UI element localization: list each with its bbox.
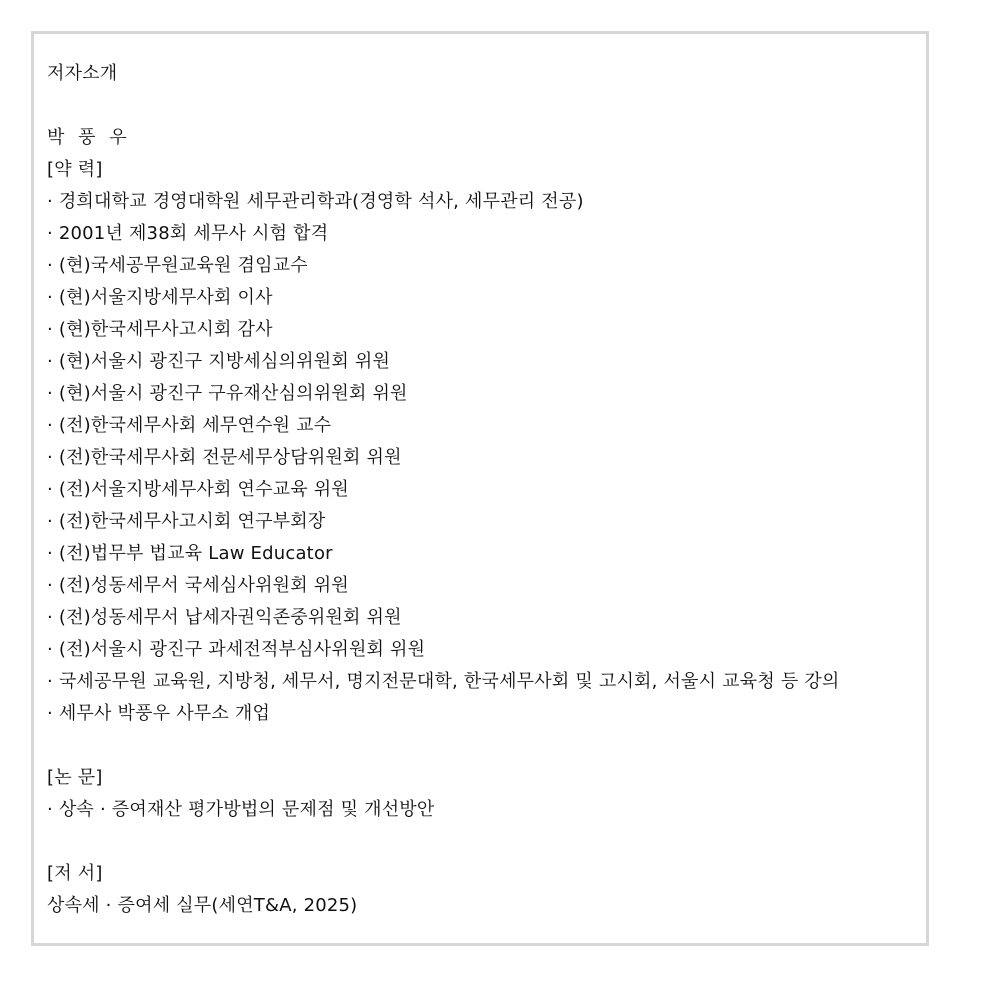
spacer: [47, 90, 927, 122]
career-item: · (현)서울지방세무사회 이사: [47, 287, 273, 308]
career-item: · (전)한국세무사회 세무연수원 교수: [47, 415, 332, 436]
career-item: · (현)서울시 광진구 지방세심의위원회 위원: [47, 351, 391, 372]
author-name: 박 풍 우: [47, 127, 131, 148]
career-item: · 세무사 박풍우 사무소 개업: [47, 703, 271, 724]
career-item: · (전)성동세무서 국세심사위원회 위원: [47, 575, 349, 596]
career-item: · 2001년 제38회 세무사 시험 합격: [47, 223, 329, 244]
spacer: [47, 730, 927, 762]
career-item: · 국세공무원 교육원, 지방청, 세무서, 명지전문대학, 한국세무사회 및 고시회, 서울시 교육청 등 강의: [47, 671, 840, 692]
paper-item: · 상속 · 증여재산 평가방법의 문제점 및 개선방안: [47, 799, 435, 820]
career-item: · (현)서울시 광진구 구유재산심의위원회 위원: [47, 383, 408, 404]
author-intro: [47, 58, 927, 922]
spacer: [47, 826, 927, 858]
career-item: · (전)한국세무사회 전문세무상담위원회 위원: [47, 447, 402, 468]
book-item: 상속세 · 증여세 실무(세연T&A, 2025): [47, 895, 358, 916]
career-item: · (전)서울지방세무사회 연수교육 위원: [47, 479, 349, 500]
books-heading: [저 서]: [47, 863, 103, 884]
career-list: [47, 186, 927, 730]
career-item: · (전)서울시 광진구 과세전적부심사위원회 위원: [47, 639, 426, 660]
career-item: · (전)법무부 법교육 Law Educator: [47, 543, 333, 564]
career-item: · (전)한국세무사고시회 연구부회장: [47, 511, 326, 532]
career-item: · (현)한국세무사고시회 감사: [47, 319, 273, 340]
career-item: · (현)국세공무원교육원 겸임교수: [47, 255, 308, 276]
career-item: · 경희대학교 경영대학원 세무관리학과(경영학 석사, 세무관리 전공): [47, 191, 584, 212]
page-title: 저자소개: [47, 63, 118, 84]
career-heading: [약 력]: [47, 159, 103, 180]
career-item: · (전)성동세무서 납세자권익존중위원회 위원: [47, 607, 402, 628]
papers-heading: [논 문]: [47, 767, 103, 788]
